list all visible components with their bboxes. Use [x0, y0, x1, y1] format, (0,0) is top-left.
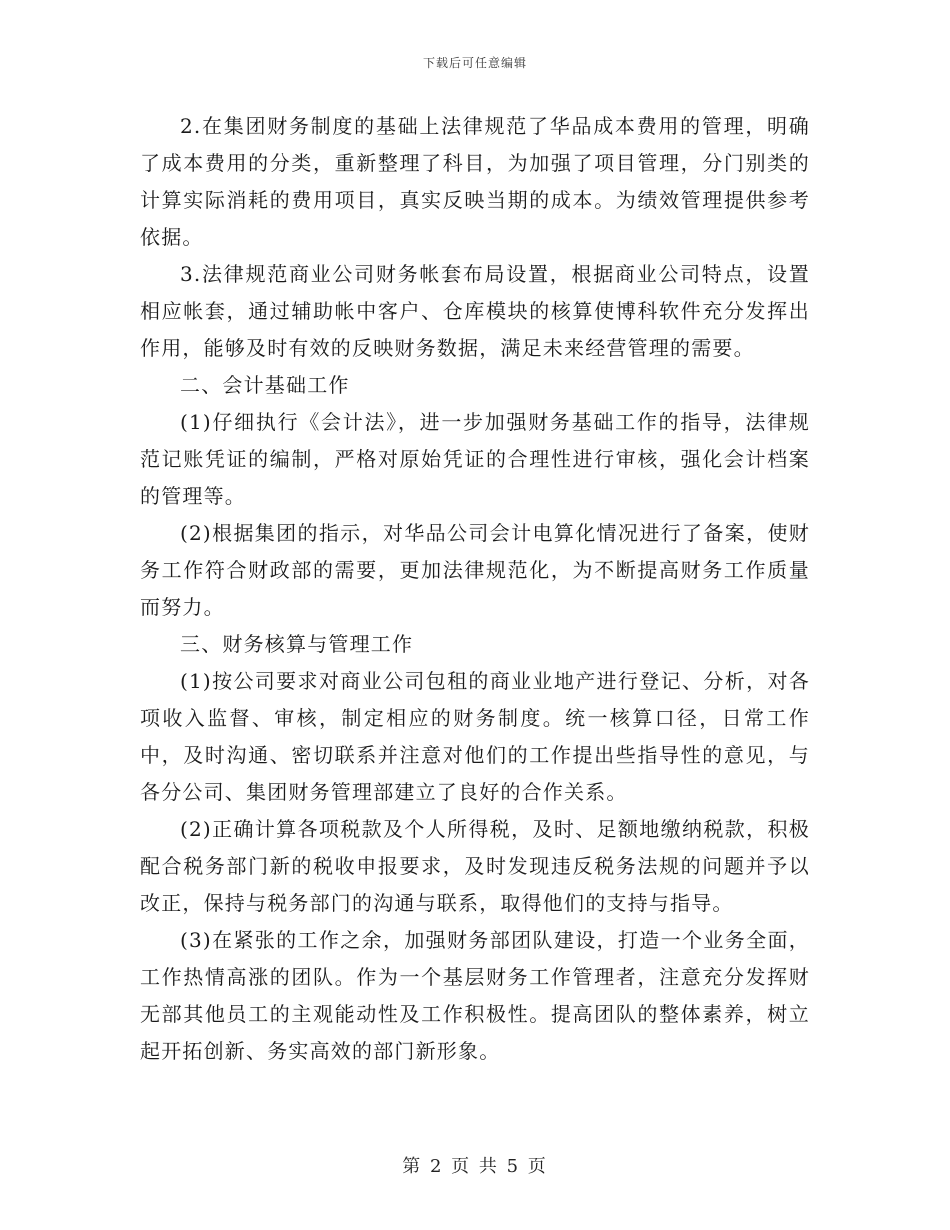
section-heading-accounting-basics: 二、会计基础工作 — [180, 373, 350, 397]
page-number: 第 2 页 共 5 页 — [402, 1156, 548, 1177]
paragraph-finance-1: (1)按公司要求对商业公司包租的商业业地产进行登记、分析，对各项收入监督、审核，制定相应的财务制度。统一核算口径，日常工作中，及时沟通、密切联系并注意对他们的工作提出些指导性的意见，与各分公司、集团财务管理部建立了良好的合作关系。 — [140, 669, 810, 804]
paragraph-accounting-2: (2)根据集团的指示，对华品公司会计电算化情况进行了备案，使财务工作符合财政部的需要，更加法律规范化，为不断提高财务工作质量而努力。 — [140, 521, 810, 619]
paragraph-item-2: 2.在集团财务制度的基础上法律规范了华品成本费用的管理，明确了成本费用的分类，重新整理了科目，为加强了项目管理，分门别类的计算实际消耗的费用项目，真实反映当期的成本。为绩效管理提供参考依据。 — [140, 114, 810, 249]
document-body — [140, 108, 810, 1070]
paragraph-item-3: 3.法律规范商业公司财务帐套布局设置，根据商业公司特点，设置相应帐套，通过辅助帐中客户、仓库模块的核算使博科软件充分发挥出作用，能够及时有效的反映财务数据，满足未来经营管理的需要。 — [140, 262, 810, 360]
page-header-note: 下载后可任意编辑 — [422, 56, 527, 70]
paragraph-finance-3: (3)在紧张的工作之余，加强财务部团队建设，打造一个业务全面，工作热情高涨的团队。作为一个基层财务工作管理者，注意充分发挥财无部其他员工的主观能动性及工作积极性。提高团队的整体素养，树立起开拓创新、务实高效的部门新形象。 — [140, 928, 810, 1063]
paragraph-finance-2: (2)正确计算各项税款及个人所得税，及时、足额地缴纳税款，积极配合税务部门新的税收申报要求，及时发现违反税务法规的问题并予以改正，保持与税务部门的沟通与联系，取得他们的支持与指导。 — [140, 817, 810, 915]
paragraph-accounting-1: (1)仔细执行《会计法》，进一步加强财务基础工作的指导，法律规范记账凭证的编制，严格对原始凭证的合理性进行审核，强化会计档案的管理等。 — [140, 410, 810, 508]
section-heading-finance-management: 三、财务核算与管理工作 — [180, 632, 414, 656]
